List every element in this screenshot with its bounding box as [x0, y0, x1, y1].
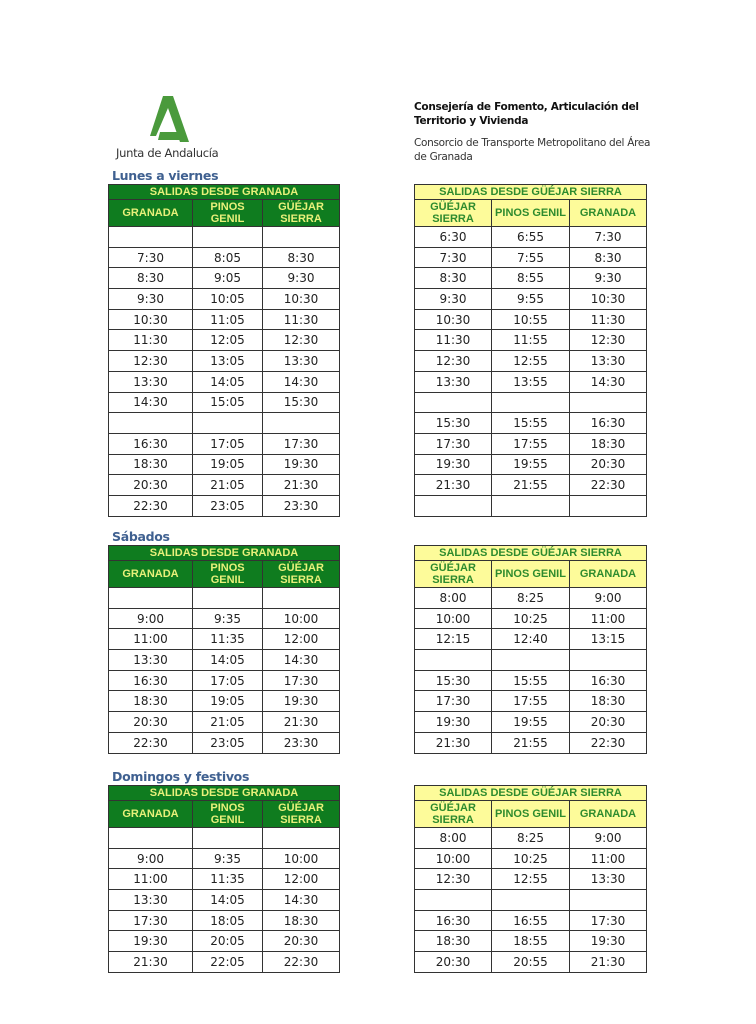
column-header: GÜÉJAR SIERRA — [415, 200, 492, 227]
column-header: GÜÉJAR SIERRA — [263, 561, 340, 588]
time-cell: 21:30 — [415, 475, 492, 496]
table-row — [415, 371, 647, 392]
table-row — [109, 247, 340, 268]
time-cell: 9:00 — [109, 608, 193, 629]
table-from-granada — [108, 785, 340, 973]
time-cell — [570, 890, 647, 911]
column-header: GRANADA — [570, 200, 647, 227]
section-title-saturdays: Sábados — [112, 529, 170, 544]
table-row — [415, 351, 647, 372]
table-row — [109, 712, 340, 733]
table-title: SALIDAS DESDE GÜÉJAR SIERRA — [415, 546, 647, 561]
time-cell — [570, 392, 647, 413]
andalucia-a-icon — [146, 94, 190, 144]
time-cell: 23:05 — [193, 495, 263, 516]
table-row — [415, 475, 647, 496]
time-cell: 18:30 — [263, 910, 340, 931]
time-cell: 14:30 — [263, 371, 340, 392]
time-cell: 18:30 — [570, 691, 647, 712]
column-header: PINOS GENIL — [193, 561, 263, 588]
time-cell: 18:30 — [570, 433, 647, 454]
table-from-guejar-sierra — [414, 785, 647, 973]
table-row — [109, 890, 340, 911]
time-cell: 13:55 — [492, 371, 570, 392]
time-cell: 12:00 — [263, 869, 340, 890]
time-cell — [415, 650, 492, 671]
table-row — [415, 712, 647, 733]
table-row — [109, 289, 340, 310]
time-cell: 18:05 — [193, 910, 263, 931]
time-cell: 14:30 — [570, 371, 647, 392]
time-cell — [492, 890, 570, 911]
time-cell: 18:30 — [415, 931, 492, 952]
time-cell — [193, 828, 263, 849]
time-cell: 18:30 — [109, 454, 193, 475]
time-cell: 12:55 — [492, 351, 570, 372]
time-cell: 8:00 — [415, 588, 492, 609]
column-header: GRANADA — [570, 561, 647, 588]
time-cell — [492, 495, 570, 516]
time-cell: 10:25 — [492, 848, 570, 869]
time-cell: 15:30 — [263, 392, 340, 413]
time-cell: 9:00 — [570, 588, 647, 609]
junta-de-andalucia-logo — [110, 94, 230, 164]
table-row — [415, 828, 647, 849]
table-row — [415, 931, 647, 952]
time-cell: 23:30 — [263, 732, 340, 753]
time-cell — [263, 413, 340, 434]
time-cell: 13:30 — [263, 351, 340, 372]
time-cell: 16:55 — [492, 910, 570, 931]
time-cell: 17:30 — [415, 433, 492, 454]
time-cell: 8:25 — [492, 828, 570, 849]
time-cell — [109, 227, 193, 248]
time-cell: 8:30 — [109, 268, 193, 289]
time-cell — [109, 413, 193, 434]
time-cell: 17:05 — [193, 433, 263, 454]
table-row — [109, 869, 340, 890]
time-cell: 21:30 — [570, 952, 647, 973]
time-cell — [263, 588, 340, 609]
time-cell: 12:30 — [109, 351, 193, 372]
time-cell: 11:00 — [570, 848, 647, 869]
time-cell: 10:05 — [193, 289, 263, 310]
time-cell: 21:55 — [492, 732, 570, 753]
table-title: SALIDAS DESDE GRANADA — [109, 786, 340, 801]
time-cell: 10:25 — [492, 608, 570, 629]
time-cell: 11:35 — [193, 869, 263, 890]
time-cell: 19:30 — [109, 931, 193, 952]
time-cell: 10:55 — [492, 309, 570, 330]
time-cell: 12:05 — [193, 330, 263, 351]
time-cell: 17:55 — [492, 433, 570, 454]
table-row — [109, 629, 340, 650]
table-row — [109, 309, 340, 330]
time-cell: 22:05 — [193, 952, 263, 973]
time-cell: 11:35 — [193, 629, 263, 650]
column-header: GÜÉJAR SIERRA — [415, 561, 492, 588]
time-cell: 11:30 — [570, 309, 647, 330]
time-cell: 8:30 — [570, 247, 647, 268]
time-cell: 22:30 — [109, 732, 193, 753]
column-header: PINOS GENIL — [492, 801, 570, 828]
table-row — [109, 330, 340, 351]
time-cell: 12:00 — [263, 629, 340, 650]
time-cell: 12:30 — [415, 869, 492, 890]
time-cell: 10:00 — [415, 608, 492, 629]
time-cell: 20:30 — [415, 952, 492, 973]
time-cell: 11:00 — [109, 869, 193, 890]
column-header: PINOS GENIL — [193, 200, 263, 227]
time-cell: 8:05 — [193, 247, 263, 268]
time-cell: 21:05 — [193, 712, 263, 733]
table-row — [415, 330, 647, 351]
time-cell: 9:35 — [193, 608, 263, 629]
table-row — [415, 588, 647, 609]
time-cell: 6:30 — [415, 227, 492, 248]
time-cell: 9:30 — [263, 268, 340, 289]
table-row — [109, 910, 340, 931]
column-header: GÜÉJAR SIERRA — [263, 801, 340, 828]
time-cell: 9:35 — [193, 848, 263, 869]
time-cell: 9:05 — [193, 268, 263, 289]
time-cell: 20:30 — [570, 454, 647, 475]
time-cell — [193, 413, 263, 434]
time-cell: 18:30 — [109, 691, 193, 712]
time-cell: 15:55 — [492, 413, 570, 434]
time-cell: 13:30 — [109, 650, 193, 671]
table-title: SALIDAS DESDE GRANADA — [109, 546, 340, 561]
time-cell: 21:30 — [263, 475, 340, 496]
time-cell: 22:30 — [570, 475, 647, 496]
time-cell: 13:30 — [415, 371, 492, 392]
column-header: PINOS GENIL — [193, 801, 263, 828]
time-cell — [193, 227, 263, 248]
time-cell: 15:30 — [415, 413, 492, 434]
column-header: PINOS GENIL — [492, 561, 570, 588]
table-row — [415, 289, 647, 310]
time-cell: 21:30 — [415, 732, 492, 753]
time-cell: 19:30 — [263, 454, 340, 475]
department-name: Consejería de Fomento, Articulación del Territorio y Vivienda — [414, 101, 639, 127]
time-cell: 14:05 — [193, 650, 263, 671]
table-row — [415, 247, 647, 268]
time-cell — [109, 588, 193, 609]
time-cell: 20:30 — [109, 712, 193, 733]
table-row — [109, 848, 340, 869]
time-cell — [109, 828, 193, 849]
time-cell: 21:30 — [263, 712, 340, 733]
column-header: GRANADA — [109, 200, 193, 227]
time-cell: 14:05 — [193, 371, 263, 392]
time-cell: 10:00 — [415, 848, 492, 869]
table-row — [109, 475, 340, 496]
table-row — [109, 227, 340, 248]
time-cell: 22:30 — [570, 732, 647, 753]
table-row — [109, 650, 340, 671]
time-cell: 9:30 — [415, 289, 492, 310]
time-cell: 20:55 — [492, 952, 570, 973]
table-row — [109, 952, 340, 973]
time-cell: 11:30 — [415, 330, 492, 351]
table-row — [415, 732, 647, 753]
logo-text: Junta de Andalucía — [116, 146, 219, 160]
time-cell: 9:30 — [570, 268, 647, 289]
time-cell: 9:30 — [109, 289, 193, 310]
time-cell: 19:55 — [492, 712, 570, 733]
time-cell: 23:05 — [193, 732, 263, 753]
time-cell: 12:15 — [415, 629, 492, 650]
column-header: GÜÉJAR SIERRA — [415, 801, 492, 828]
table-row — [109, 495, 340, 516]
time-cell: 11:30 — [109, 330, 193, 351]
time-cell: 13:30 — [570, 351, 647, 372]
table-row — [109, 371, 340, 392]
time-cell: 15:05 — [193, 392, 263, 413]
time-cell — [263, 828, 340, 849]
time-cell: 17:55 — [492, 691, 570, 712]
time-cell: 9:00 — [570, 828, 647, 849]
table-row — [415, 309, 647, 330]
table-row — [109, 931, 340, 952]
time-cell: 8:25 — [492, 588, 570, 609]
time-cell — [570, 650, 647, 671]
time-cell: 14:05 — [193, 890, 263, 911]
time-cell: 12:30 — [570, 330, 647, 351]
time-cell: 10:00 — [263, 848, 340, 869]
table-row — [109, 454, 340, 475]
time-cell: 19:30 — [570, 931, 647, 952]
table-row — [109, 691, 340, 712]
table-title: SALIDAS DESDE GÜÉJAR SIERRA — [415, 786, 647, 801]
time-cell: 14:30 — [109, 392, 193, 413]
time-cell: 15:30 — [415, 670, 492, 691]
table-row — [415, 495, 647, 516]
table-row — [109, 608, 340, 629]
time-cell: 21:55 — [492, 475, 570, 496]
time-cell: 11:00 — [109, 629, 193, 650]
time-cell: 19:05 — [193, 691, 263, 712]
time-cell: 12:55 — [492, 869, 570, 890]
section-title-weekdays: Lunes a viernes — [112, 168, 219, 183]
table-title: SALIDAS DESDE GÜÉJAR SIERRA — [415, 185, 647, 200]
time-cell: 8:55 — [492, 268, 570, 289]
time-cell: 19:55 — [492, 454, 570, 475]
table-row — [109, 670, 340, 691]
table-from-granada — [108, 184, 340, 517]
time-cell: 16:30 — [570, 413, 647, 434]
table-row — [415, 869, 647, 890]
time-cell: 10:30 — [109, 309, 193, 330]
time-cell: 16:30 — [109, 433, 193, 454]
time-cell: 19:30 — [263, 691, 340, 712]
column-header: GRANADA — [109, 561, 193, 588]
column-header: GRANADA — [570, 801, 647, 828]
table-row — [415, 608, 647, 629]
time-cell: 19:30 — [415, 712, 492, 733]
table-row — [415, 454, 647, 475]
time-cell: 17:30 — [263, 670, 340, 691]
table-row — [415, 413, 647, 434]
time-cell: 7:30 — [415, 247, 492, 268]
time-cell: 19:05 — [193, 454, 263, 475]
table-row — [109, 268, 340, 289]
time-cell: 20:30 — [263, 931, 340, 952]
time-cell: 22:30 — [109, 495, 193, 516]
time-cell — [492, 392, 570, 413]
table-row — [415, 227, 647, 248]
time-cell: 11:55 — [492, 330, 570, 351]
column-header: GRANADA — [109, 801, 193, 828]
table-title: SALIDAS DESDE GRANADA — [109, 185, 340, 200]
time-cell: 11:05 — [193, 309, 263, 330]
time-cell: 10:30 — [415, 309, 492, 330]
time-cell: 13:30 — [570, 869, 647, 890]
time-cell: 15:55 — [492, 670, 570, 691]
time-cell: 13:30 — [109, 371, 193, 392]
table-row — [415, 392, 647, 413]
time-cell: 7:30 — [570, 227, 647, 248]
consortium-name: Consorcio de Transporte Metropolitano del Área de Granada — [414, 137, 651, 163]
table-from-granada — [108, 545, 340, 754]
table-row — [415, 848, 647, 869]
time-cell — [415, 890, 492, 911]
time-cell: 23:30 — [263, 495, 340, 516]
time-cell: 10:30 — [263, 289, 340, 310]
time-cell — [193, 588, 263, 609]
column-header: PINOS GENIL — [492, 200, 570, 227]
time-cell: 13:30 — [109, 890, 193, 911]
organization-header — [414, 100, 654, 164]
time-cell: 13:15 — [570, 629, 647, 650]
time-cell: 8:30 — [263, 247, 340, 268]
time-cell: 9:55 — [492, 289, 570, 310]
table-row — [415, 952, 647, 973]
time-cell: 16:30 — [570, 670, 647, 691]
table-row — [415, 691, 647, 712]
time-cell: 17:30 — [109, 910, 193, 931]
time-cell: 22:30 — [263, 952, 340, 973]
table-row — [109, 588, 340, 609]
time-cell: 7:30 — [109, 247, 193, 268]
time-cell: 14:30 — [263, 650, 340, 671]
table-from-guejar-sierra — [414, 545, 647, 754]
time-cell: 8:30 — [415, 268, 492, 289]
time-cell: 20:30 — [109, 475, 193, 496]
table-row — [415, 433, 647, 454]
time-cell: 11:00 — [570, 608, 647, 629]
column-header: GÜÉJAR SIERRA — [263, 200, 340, 227]
time-cell: 20:05 — [193, 931, 263, 952]
table-row — [109, 413, 340, 434]
table-row — [415, 629, 647, 650]
table-row — [109, 433, 340, 454]
time-cell: 17:30 — [570, 910, 647, 931]
time-cell: 21:05 — [193, 475, 263, 496]
time-cell: 20:30 — [570, 712, 647, 733]
time-cell — [263, 227, 340, 248]
time-cell: 16:30 — [415, 910, 492, 931]
table-row — [415, 650, 647, 671]
time-cell — [492, 650, 570, 671]
time-cell: 19:30 — [415, 454, 492, 475]
time-cell: 12:40 — [492, 629, 570, 650]
table-row — [109, 351, 340, 372]
table-row — [109, 828, 340, 849]
table-row — [415, 268, 647, 289]
time-cell: 7:55 — [492, 247, 570, 268]
time-cell: 10:30 — [570, 289, 647, 310]
time-cell: 12:30 — [415, 351, 492, 372]
time-cell: 11:30 — [263, 309, 340, 330]
table-row — [415, 910, 647, 931]
time-cell: 9:00 — [109, 848, 193, 869]
time-cell: 12:30 — [263, 330, 340, 351]
time-cell — [415, 495, 492, 516]
table-row — [109, 732, 340, 753]
time-cell: 10:00 — [263, 608, 340, 629]
time-cell: 8:00 — [415, 828, 492, 849]
time-cell: 6:55 — [492, 227, 570, 248]
table-row — [415, 890, 647, 911]
time-cell: 16:30 — [109, 670, 193, 691]
time-cell — [415, 392, 492, 413]
time-cell: 17:30 — [263, 433, 340, 454]
time-cell: 17:30 — [415, 691, 492, 712]
time-cell: 18:55 — [492, 931, 570, 952]
table-from-guejar-sierra — [414, 184, 647, 517]
time-cell: 17:05 — [193, 670, 263, 691]
time-cell: 21:30 — [109, 952, 193, 973]
table-row — [109, 392, 340, 413]
time-cell: 13:05 — [193, 351, 263, 372]
time-cell: 14:30 — [263, 890, 340, 911]
table-row — [415, 670, 647, 691]
section-title-sundays: Domingos y festivos — [112, 769, 250, 784]
time-cell — [570, 495, 647, 516]
